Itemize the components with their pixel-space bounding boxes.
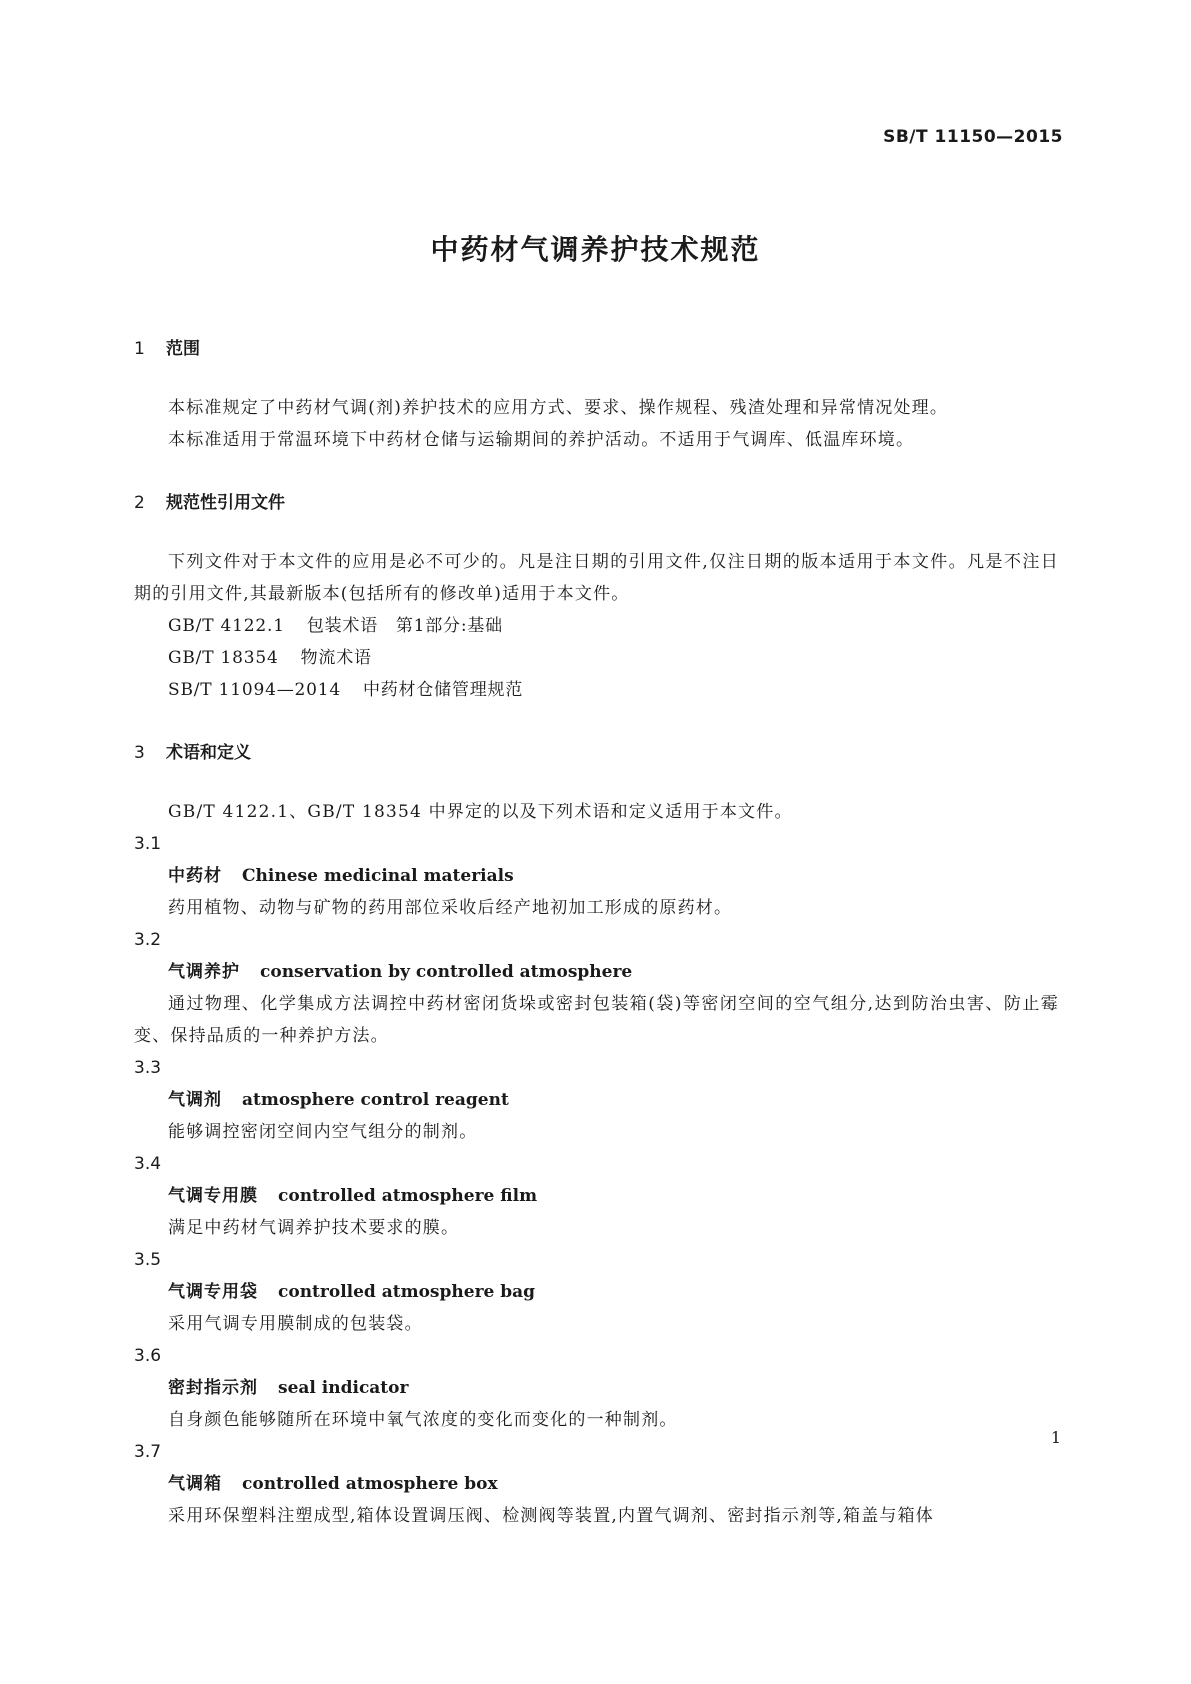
reference-item (134, 610, 1059, 642)
term-definition: 满足中药材气调养护技术要求的膜。 (168, 1218, 460, 1238)
term-zh: 中药材 (168, 866, 222, 886)
term-number: 3.2 (134, 930, 162, 950)
section-heading-terms (134, 736, 1059, 770)
reference-code: GB/T 18354 (168, 648, 279, 668)
term-definition: 采用环保塑料注塑成型,箱体设置调压阀、检测阀等装置,内置气调剂、密封指示剂等,箱盖与箱体 (168, 1506, 935, 1526)
term-name (134, 1180, 1059, 1212)
section-title: 规范性引用文件 (166, 493, 285, 513)
reference-title: 中药材仓储管理规范 (362, 680, 524, 700)
paragraph: 下列文件对于本文件的应用是必不可少的。凡是注日期的引用文件,仅注日期的版本适用于本文件。凡是不注日期的引用文件,其最新版本(包括所有的修改单)适用于本文件。 (134, 552, 1059, 604)
term-en: controlled atmosphere bag (278, 1282, 536, 1302)
paragraph: 本标准适用于常温环境下中药材仓储与运输期间的养护活动。不适用于气调库、低温库环境。 (168, 430, 915, 450)
term-en: seal indicator (278, 1378, 409, 1398)
section-number: 1 (134, 339, 145, 359)
section-number: 2 (134, 493, 145, 513)
reference-title: 物流术语 (300, 648, 372, 668)
term-en: controlled atmosphere film (278, 1186, 538, 1206)
reference-item (134, 674, 1059, 706)
term-definition: 通过物理、化学集成方法调控中药材密闭货垛或密封包装箱(袋)等密闭空间的空气组分,达到防治虫害、防止霉变、保持品质的一种养护方法。 (134, 994, 1059, 1046)
term-number: 3.7 (134, 1442, 162, 1462)
term-zh: 密封指示剂 (168, 1378, 258, 1398)
term-number: 3.3 (134, 1058, 162, 1078)
term-number: 3.6 (134, 1346, 162, 1366)
term-definition: 药用植物、动物与矿物的药用部位采收后经产地初加工形成的原药材。 (168, 898, 733, 918)
term-number: 3.5 (134, 1250, 162, 1270)
term-zh: 气调专用膜 (168, 1186, 258, 1206)
standard-code: SB/T 11150—2015 (883, 127, 1063, 147)
paragraph: GB/T 4122.1、GB/T 18354 中界定的以及下列术语和定义适用于本文件。 (168, 802, 793, 822)
term-definition: 自身颜色能够随所在环境中氧气浓度的变化而变化的一种制剂。 (168, 1410, 678, 1430)
section-heading-scope (134, 332, 1059, 366)
section-heading-normative-references (134, 486, 1059, 520)
term-en: conservation by controlled atmosphere (260, 962, 633, 982)
term-zh: 气调养护 (168, 962, 240, 982)
term-name (134, 860, 1059, 892)
term-zh: 气调剂 (168, 1090, 222, 1110)
term-name (134, 1276, 1059, 1308)
paragraph: 本标准规定了中药材气调(剂)养护技术的应用方式、要求、操作规程、残渣处理和异常情况处理。 (168, 398, 949, 418)
reference-code: SB/T 11094—2014 (168, 680, 341, 700)
term-name (134, 1372, 1059, 1404)
term-name (134, 956, 1059, 988)
page-title: 中药材气调养护技术规范 (430, 233, 761, 266)
term-name (134, 1084, 1059, 1116)
section-title: 术语和定义 (166, 743, 251, 763)
term-number: 3.1 (134, 834, 162, 854)
document-body (134, 332, 1059, 1532)
term-en: atmosphere control reagent (242, 1090, 509, 1110)
term-en: Chinese medicinal materials (242, 866, 514, 886)
term-definition: 采用气调专用膜制成的包装袋。 (168, 1314, 423, 1334)
term-en: controlled atmosphere box (242, 1474, 498, 1494)
section-title: 范围 (166, 339, 200, 359)
term-name (134, 1468, 1059, 1500)
term-zh: 气调箱 (168, 1474, 222, 1494)
reference-code: GB/T 4122.1 (168, 616, 285, 636)
reference-item (134, 642, 1059, 674)
term-definition: 能够调控密闭空间内空气组分的制剂。 (168, 1122, 478, 1142)
term-number: 3.4 (134, 1154, 162, 1174)
page-number: 1 (1050, 1428, 1061, 1447)
reference-title: 包装术语 第1部分:基础 (306, 616, 503, 636)
section-number: 3 (134, 743, 145, 763)
term-zh: 气调专用袋 (168, 1282, 258, 1302)
